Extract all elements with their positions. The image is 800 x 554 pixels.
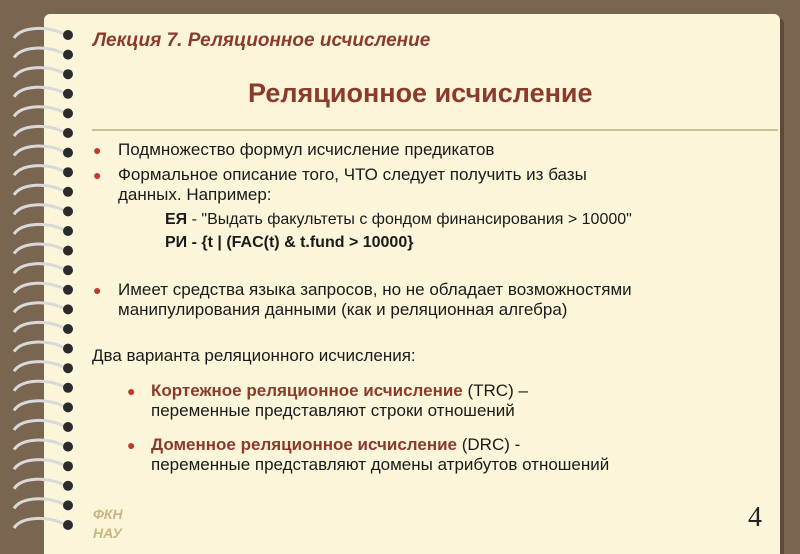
spiral-ring [14,28,64,38]
spiral-ring [14,499,64,509]
spiral-ring [14,185,64,195]
spiral-ring [14,48,64,58]
slide-title: Реляционное исчисление [248,78,593,108]
variant-item-drc: ● Доменное реляционное исчисление (DRC) - переменные представляют домены атрибутов отношений [127,435,610,474]
spiral-ring [14,440,64,450]
red-dot-icon: ● [93,282,102,298]
punch-hole [63,442,73,452]
spiral-ring [14,283,64,293]
page-number: 4 [748,502,762,533]
punch-hole [63,481,73,491]
bullet-item: ● Имеет средства языка запросов, но не обладает возможностями манипулирования данными (как и реляционная алгебра) [93,280,632,319]
spiral-binding-icon [8,20,80,554]
red-dot-icon: ● [93,142,102,158]
example-line-natural: ЕЯ - "Выдать факультеты с фондом финансирования > 10000" [165,211,632,228]
punch-hole [63,89,73,99]
spiral-ring [14,126,64,136]
variant-item-trc: ● Кортежное реляционное исчисление (TRC) – переменные представляют строки отношений [127,381,528,420]
punch-hole [63,402,73,412]
punch-hole [63,344,73,354]
spiral-ring [14,107,64,117]
spiral-ring [14,244,64,254]
punch-hole [63,206,73,216]
punch-hole [63,304,73,314]
spiral-ring [14,205,64,215]
red-dot-icon: ● [93,167,102,183]
punch-hole [63,265,73,275]
punch-hole [63,187,73,197]
punch-hole [63,50,73,60]
punch-hole [63,226,73,236]
spiral-ring [14,401,64,411]
variants-intro: Два варианта реляционного исчисления: [92,346,416,365]
spiral-ring [14,518,64,528]
punch-hole [63,128,73,138]
punch-hole [63,500,73,510]
red-dot-icon: ● [127,437,136,453]
punch-hole [63,167,73,177]
punch-hole [63,383,73,393]
spiral-ring [14,362,64,372]
punch-hole [63,520,73,530]
punch-hole [63,363,73,373]
spiral-ring [14,166,64,176]
punch-hole [63,246,73,256]
example-line-calculus: РИ - {t | (FAC(t) & t.fund > 10000} [165,234,414,251]
slide-body [92,140,772,475]
red-dot-icon: ● [127,383,136,399]
spiral-ring [14,460,64,470]
spiral-ring [14,303,64,313]
punch-hole [63,324,73,334]
punch-hole [63,69,73,79]
punch-hole [63,461,73,471]
title-divider [92,129,778,131]
bullet-item: ● Подмножество формул исчисление предикатов [93,140,495,159]
punch-hole [63,108,73,118]
lecture-header: Лекция 7. Реляционное исчисление [93,30,431,51]
spiral-ring [14,264,64,274]
spiral-ring [14,68,64,78]
bullet-item: ● Формальное описание того, ЧТО следует получить из базы данных. Например: [93,165,587,204]
spiral-ring [14,479,64,489]
punch-hole [63,285,73,295]
footer-logo-text: ФКН НАУ [93,506,123,541]
punch-hole [63,422,73,432]
spiral-ring [14,342,64,352]
spiral-ring [14,420,64,430]
punch-hole [63,148,73,158]
spiral-ring [14,381,64,391]
spiral-ring [14,146,64,156]
spiral-ring [14,87,64,97]
spiral-ring [14,322,64,332]
punch-hole [63,30,73,40]
spiral-ring [14,224,64,234]
